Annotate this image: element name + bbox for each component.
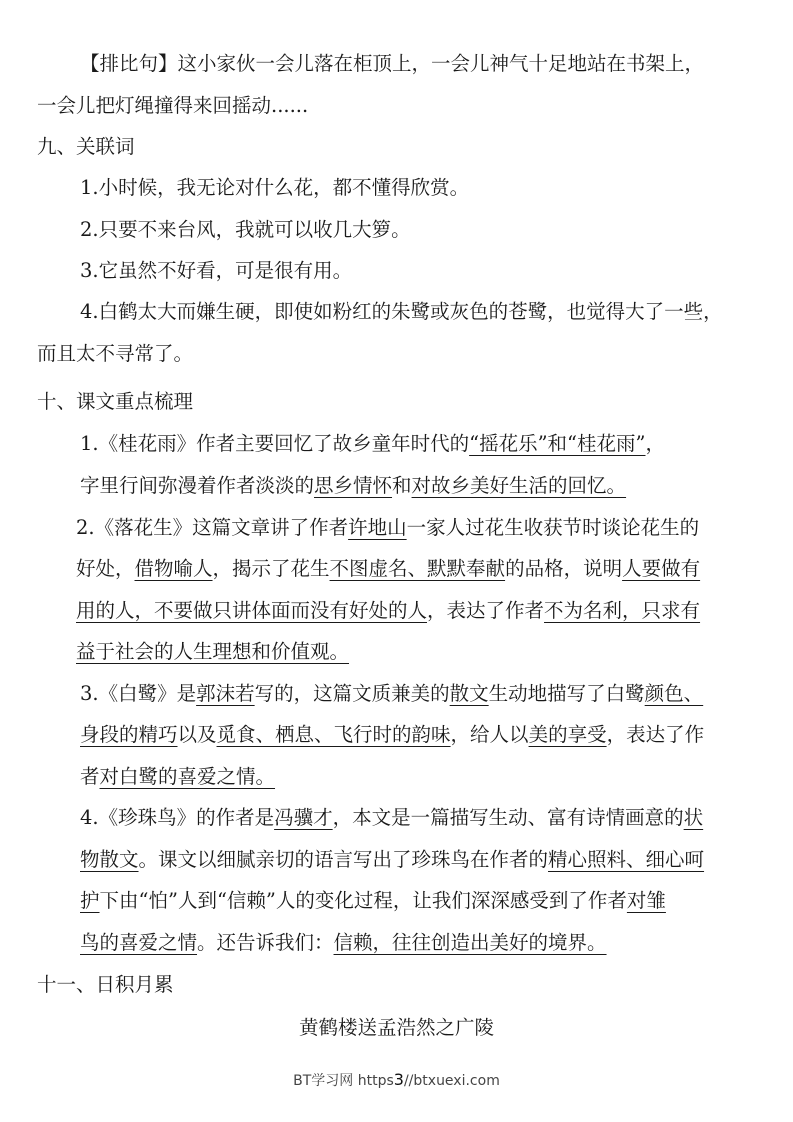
- page-number: 3: [393, 1070, 404, 1089]
- summary-3-line-2: 身段的精巧以及觅食、栖息、飞行时的韵味，给人以美的享受，表达了作: [80, 723, 705, 746]
- summary-2-line-4: 益于社会的人生理想和价值观。: [76, 640, 350, 663]
- parallel-label: 【排比句】: [80, 52, 178, 75]
- summary-2-line-2: 好处，借物喻人，揭示了花生不图虚名、默默奉献的品格，说明人要做有: [76, 557, 701, 580]
- summary-2-line-3: 用的人，不要做只讲体面而没有好处的人，表达了作者不为名利，只求有: [76, 599, 701, 622]
- summary-1-line-1: 1.《桂花雨》作者主要回忆了故乡童年时代的“摇花乐”和“桂花雨”，: [80, 432, 666, 455]
- page-footer: [0, 1070, 793, 1090]
- parallel-sentence-line-2: 一会儿把灯绳撞得来回摇动......: [37, 94, 309, 117]
- summary-4-line-4: 鸟的喜爱之情。还告诉我们：信赖，往往创造出美好的境界。: [80, 931, 607, 954]
- conjunction-item-4: 4.白鹤太大而嫌生硬，即使如粉红的朱鹭或灰色的苍鹭，也觉得大了一些，: [80, 300, 723, 323]
- section-10-heading: 十、课文重点梳理: [37, 390, 194, 413]
- poem-title: 黄鹤楼送孟浩然之广陵: [298, 1016, 494, 1039]
- summary-2-line-1: 2.《落花生》这篇文章讲了作者许地山一家人过花生收获节时谈论花生的: [76, 516, 700, 539]
- section-11-heading: 十一、日积月累: [37, 973, 174, 996]
- parallel-sentence-line-1: 【排比句】这小家伙一会儿落在柜顶上，一会儿神气十足地站在书架上，: [80, 52, 705, 75]
- summary-3-line-1: 3.《白鹭》是郭沫若写的，这篇文质兼美的散文生动地描写了白鹭颜色、: [80, 682, 704, 705]
- summary-3-line-3: 者对白鹭的喜爱之情。: [80, 765, 276, 788]
- conjunction-item-4-cont: 而且太不寻常了。: [37, 342, 194, 365]
- section-9-heading: 九、关联词: [37, 135, 135, 158]
- summary-1-line-2: 字里行间弥漫着作者淡淡的思乡情怀和对故乡美好生活的回忆。: [80, 474, 627, 497]
- conjunction-item-1: 1.小时候，我无论对什么花，都不懂得欣赏。: [80, 176, 470, 199]
- conjunction-item-3: 3.它虽然不好看，可是很有用。: [80, 259, 353, 282]
- summary-4-line-1: 4.《珍珠鸟》的作者是冯骥才，本文是一篇描写生动、富有诗情画意的状: [80, 806, 704, 829]
- footer-site: BT学习网 https: [293, 1073, 394, 1089]
- footer-domain: //btxuexi.com: [403, 1073, 500, 1089]
- conjunction-item-2: 2.只要不来台风，我就可以收几大箩。: [80, 218, 411, 241]
- summary-4-line-3: 护下由“怕”人到“信赖”人的变化过程，让我们深深感受到了作者对雏: [80, 889, 666, 912]
- summary-4-line-2: 物散文。课文以细腻亲切的语言写出了珍珠鸟在作者的精心照料、细心呵: [80, 848, 705, 871]
